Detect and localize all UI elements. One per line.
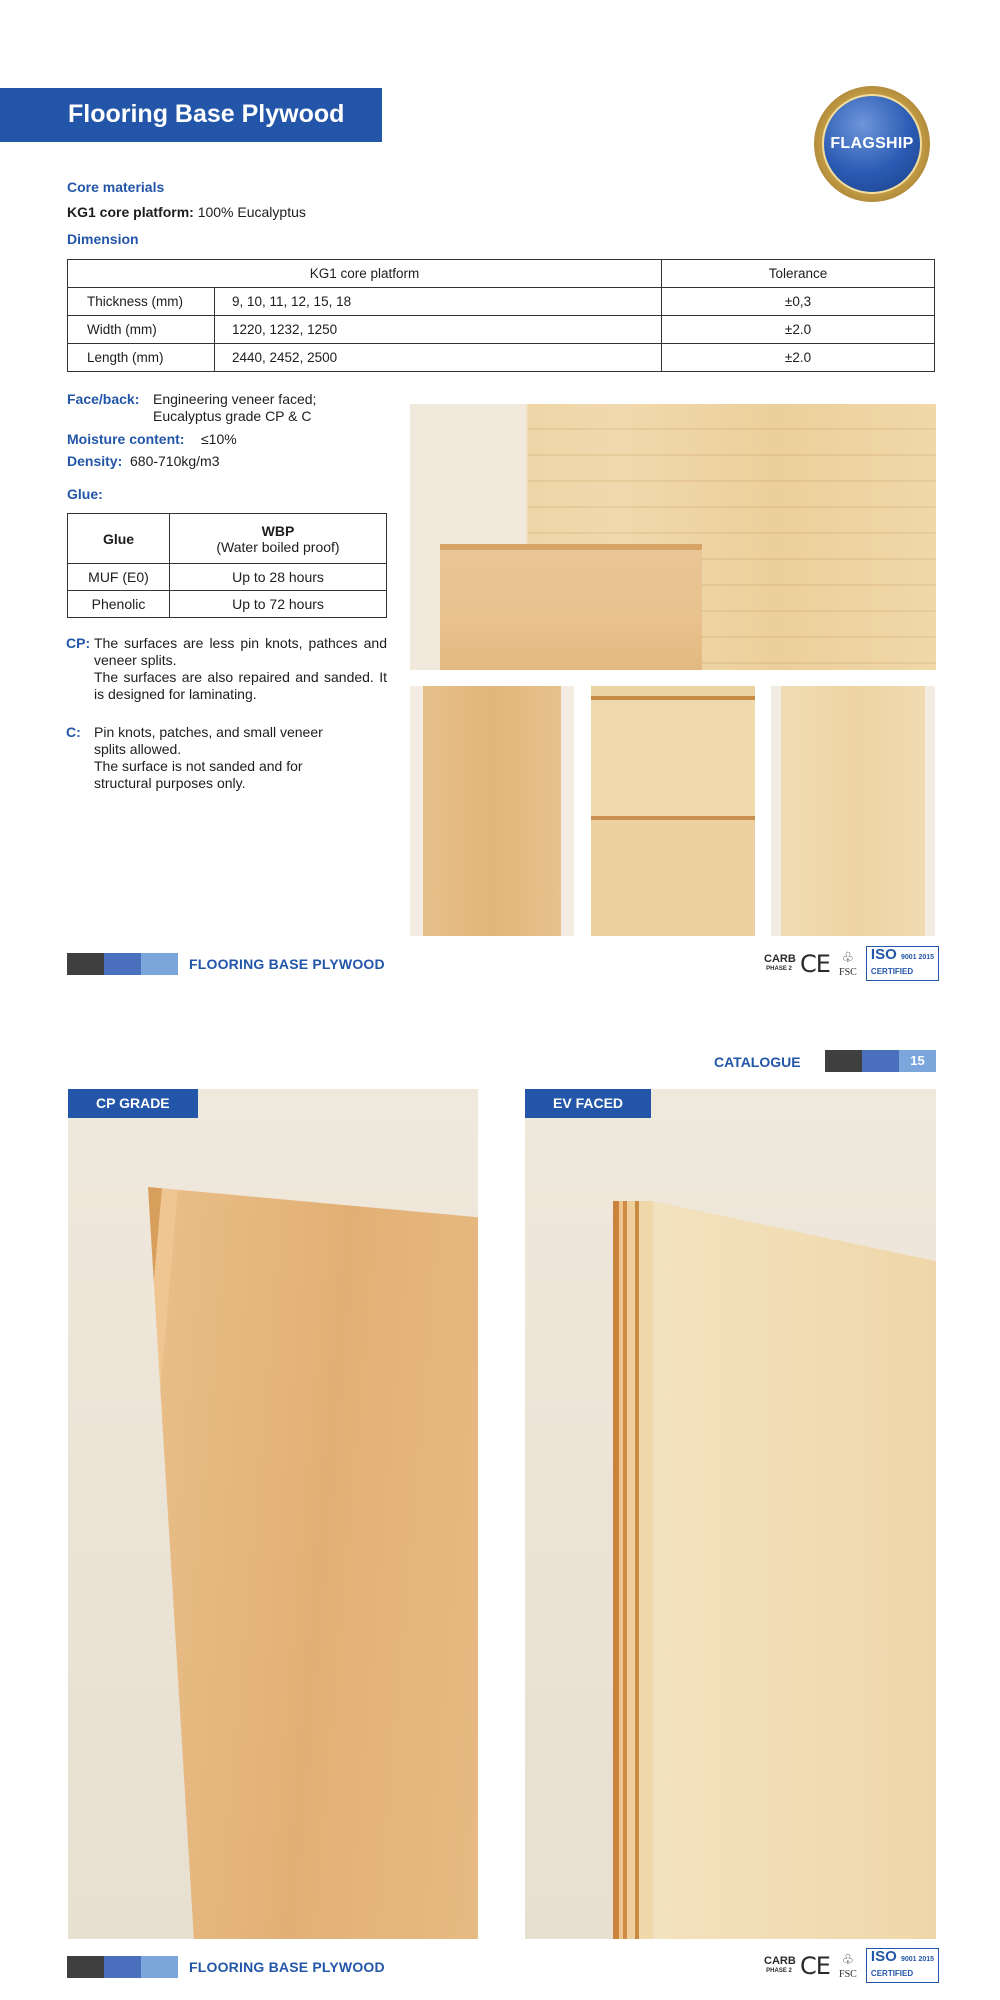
fsc-logo	[836, 1952, 860, 1980]
table-row	[68, 288, 935, 316]
face-back-value	[153, 391, 316, 425]
dimension-table-header	[68, 260, 935, 288]
footer-block-mid	[104, 953, 141, 975]
fsc-logo	[836, 950, 860, 978]
grade-cp-key: CP:	[66, 635, 91, 651]
footer-block-mid	[104, 1956, 141, 1978]
iso-logo-sub: CERTIFIED	[870, 1969, 914, 1978]
grade-line: The surface is not sanded and for structural purposes only.	[94, 758, 303, 791]
flagship-badge-label: FLAGSHIP	[830, 135, 914, 152]
grade-cp-description	[94, 635, 387, 703]
flagship-badge-inner	[822, 94, 922, 194]
plywood-stack-photo	[410, 404, 936, 670]
page-number: 15	[899, 1050, 936, 1072]
table-row	[68, 344, 935, 372]
grade-line: The surfaces are less pin knots, pathces and veneer splits.	[94, 635, 387, 668]
core-platform-line	[67, 204, 306, 220]
footer-title: FLOORING BASE PLYWOOD	[189, 956, 385, 972]
dimension-table	[67, 259, 935, 372]
core-platform-label: KG1 core platform:	[67, 204, 194, 220]
wbp-header	[170, 514, 387, 564]
dimension-heading: Dimension	[67, 231, 139, 247]
tree-icon: ♧	[841, 1952, 855, 1968]
density-value: 680-710kg/m3	[130, 453, 220, 469]
header-block-mid	[862, 1050, 899, 1072]
grade-line: The surfaces are also repaired and sanded. It is designed for laminating.	[94, 669, 387, 702]
fsc-logo-label: FSC	[839, 1968, 857, 1980]
ce-logo: CE	[800, 1951, 830, 1980]
glue-header: Glue	[68, 514, 170, 564]
certification-logos-2	[764, 1948, 939, 1983]
core-platform-value: 100% Eucalyptus	[197, 204, 306, 220]
glue-type: MUF (E0)	[68, 564, 170, 591]
footer-block-light	[141, 953, 178, 975]
carb-logo	[764, 954, 794, 974]
face-back-label: Face/back:	[67, 391, 140, 407]
carb-logo-bottom: PHASE 2	[766, 965, 792, 972]
certification-logos	[764, 946, 939, 981]
footer-color-bar-2	[67, 1956, 178, 1978]
ev-faced-board	[613, 1201, 936, 1939]
iso-logo-sub: CERTIFIED	[870, 967, 914, 976]
cp-grade-photo	[68, 1089, 478, 1939]
plywood-edge-photo	[591, 686, 755, 936]
flagship-badge	[814, 86, 930, 202]
glue-table	[67, 513, 387, 618]
dimension-label: Thickness (mm)	[68, 288, 215, 316]
footer-color-bar	[67, 953, 178, 975]
footer-block-dark	[67, 1956, 104, 1978]
wbp-header-sub: (Water boiled proof)	[216, 538, 340, 555]
dimension-tolerance: ±2.0	[662, 344, 935, 372]
glue-table-header	[68, 514, 387, 564]
carb-logo-top: CARB	[764, 1954, 796, 1967]
glue-heading: Glue:	[67, 486, 103, 502]
plywood-veneer-photo	[771, 686, 935, 936]
carb-logo-top: CARB	[764, 952, 796, 965]
ce-logo: CE	[800, 949, 830, 978]
dimension-value: 2440, 2452, 2500	[215, 344, 662, 372]
iso-logo-label: ISO	[870, 946, 897, 963]
header-color-bar	[825, 1050, 936, 1072]
wbp-header-title: WBP	[261, 522, 295, 539]
iso-logo-number: 9001 2015	[900, 1956, 935, 1963]
plywood-board-front	[440, 544, 702, 670]
face-back-line: Engineering veneer faced;	[153, 391, 317, 407]
table-row	[68, 591, 387, 618]
face-back-line: Eucalyptus grade CP & C	[153, 408, 312, 424]
grade-c-key: C:	[66, 724, 81, 740]
carb-logo-bottom: PHASE 2	[766, 1967, 792, 1974]
catalogue-label: CATALOGUE	[714, 1054, 801, 1070]
iso-logo	[866, 1948, 939, 1983]
core-materials-heading: Core materials	[67, 179, 165, 195]
footer-title-2: FLOORING BASE PLYWOOD	[189, 1959, 385, 1975]
glue-duration: Up to 72 hours	[170, 591, 387, 618]
iso-logo	[866, 946, 939, 981]
dimension-header-tolerance: Tolerance	[662, 260, 935, 288]
dimension-label: Width (mm)	[68, 316, 215, 344]
dimension-value: 9, 10, 11, 12, 15, 18	[215, 288, 662, 316]
iso-logo-label: ISO	[870, 1948, 897, 1965]
glue-duration: Up to 28 hours	[170, 564, 387, 591]
table-row	[68, 316, 935, 344]
moisture-value: ≤10%	[201, 431, 237, 447]
iso-logo-number: 9001 2015	[900, 954, 935, 961]
cp-grade-badge: CP GRADE	[68, 1089, 198, 1118]
ev-faced-photo	[525, 1089, 936, 1939]
dimension-tolerance: ±2.0	[662, 316, 935, 344]
glue-type: Phenolic	[68, 591, 170, 618]
grade-c-description	[94, 724, 354, 792]
dimension-value: 1220, 1232, 1250	[215, 316, 662, 344]
footer-block-dark	[67, 953, 104, 975]
plywood-face-photo	[410, 686, 574, 936]
ev-faced-badge: EV FACED	[525, 1089, 651, 1118]
table-row	[68, 564, 387, 591]
tree-icon: ♧	[841, 950, 855, 966]
footer-block-light	[141, 1956, 178, 1978]
fsc-logo-label: FSC	[839, 966, 857, 978]
dimension-header-spec: KG1 core platform	[68, 260, 662, 288]
dimension-tolerance: ±0,3	[662, 288, 935, 316]
carb-logo	[764, 1956, 794, 1976]
density-label: Density:	[67, 453, 123, 469]
cp-grade-board	[148, 1187, 478, 1939]
dimension-label: Length (mm)	[68, 344, 215, 372]
grade-line: Pin knots, patches, and small veneer splits allowed.	[94, 724, 323, 757]
page-title: Flooring Base Plywood	[68, 100, 345, 128]
header-block-dark	[825, 1050, 862, 1072]
moisture-label: Moisture content:	[67, 431, 185, 447]
